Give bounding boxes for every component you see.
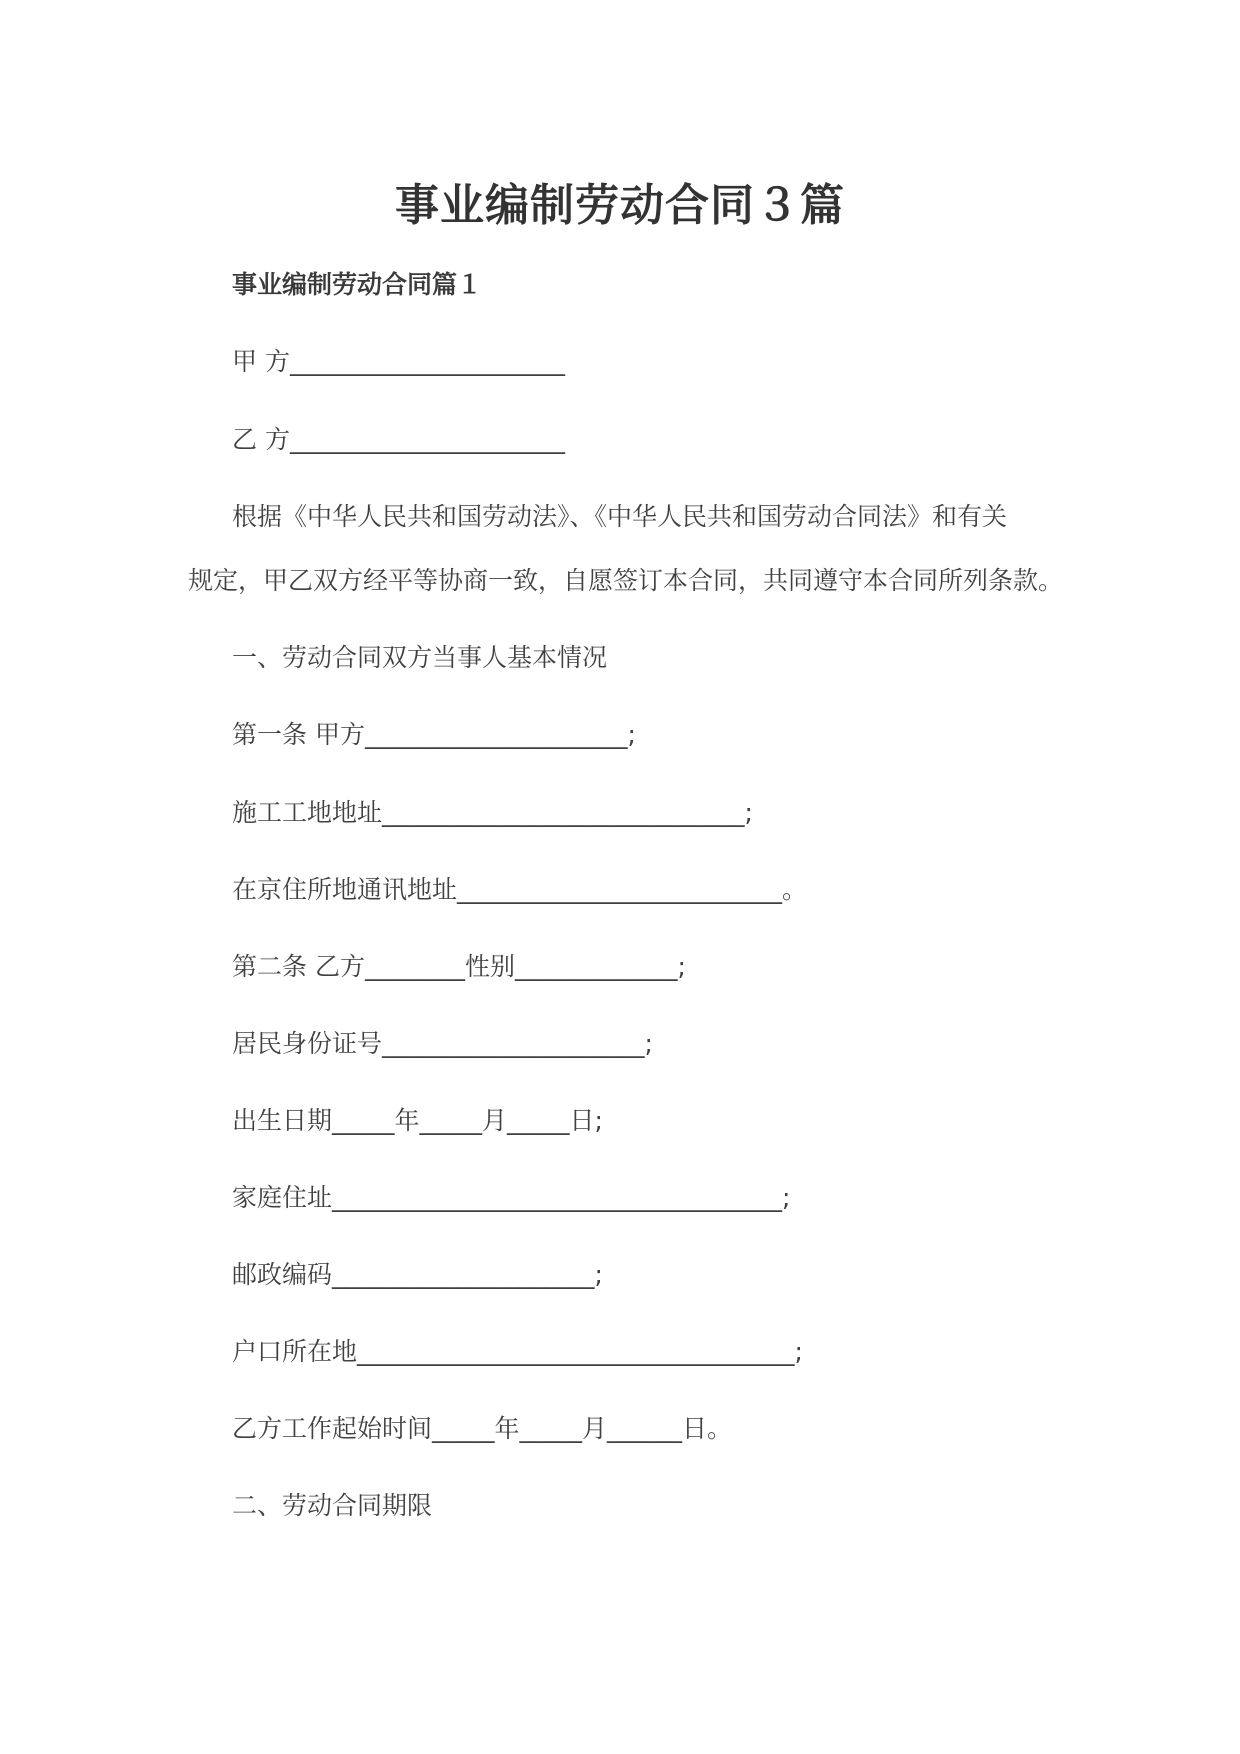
party-b-line: 乙 方______________________ <box>232 425 565 454</box>
chapter-one-heading: 一、劳动合同双方当事人基本情况 <box>232 643 608 672</box>
article-two-party-b: 第二条 乙方________性别_____________; <box>232 952 686 981</box>
start-date-line: 乙方工作起始时间_____年_____月______日。 <box>232 1414 733 1443</box>
preamble-line-1: 根据《中华人民共和国劳动法》、《中华人民共和国劳动合同法》和有关 <box>232 502 1008 531</box>
preamble-line-2: 规定，甲乙双方经平等协商一致，自愿签订本合同，共同遵守本合同所列条款。 <box>188 566 1064 595</box>
document-title: 事业编制劳动合同３篇 <box>395 180 845 231</box>
birth-date-line: 出生日期_____年_____月_____日; <box>232 1106 603 1135</box>
site-address-line: 施工工地地址_____________________________; <box>232 798 753 827</box>
section-heading: 事业编制劳动合同篇１ <box>232 270 483 299</box>
household-registration-line: 户口所在地___________________________________; <box>232 1337 803 1366</box>
home-address-line: 家庭住址____________________________________; <box>232 1183 791 1212</box>
id-number-line: 居民身份证号_____________________; <box>232 1029 653 1058</box>
article-one-party-a: 第一条 甲方_____________________; <box>232 720 636 749</box>
chapter-two-heading: 二、劳动合同期限 <box>232 1491 433 1520</box>
postal-code-line: 邮政编码_____________________; <box>232 1260 603 1289</box>
beijing-address-line: 在京住所地通讯地址__________________________。 <box>232 875 808 904</box>
party-a-line: 甲 方______________________ <box>232 347 565 376</box>
